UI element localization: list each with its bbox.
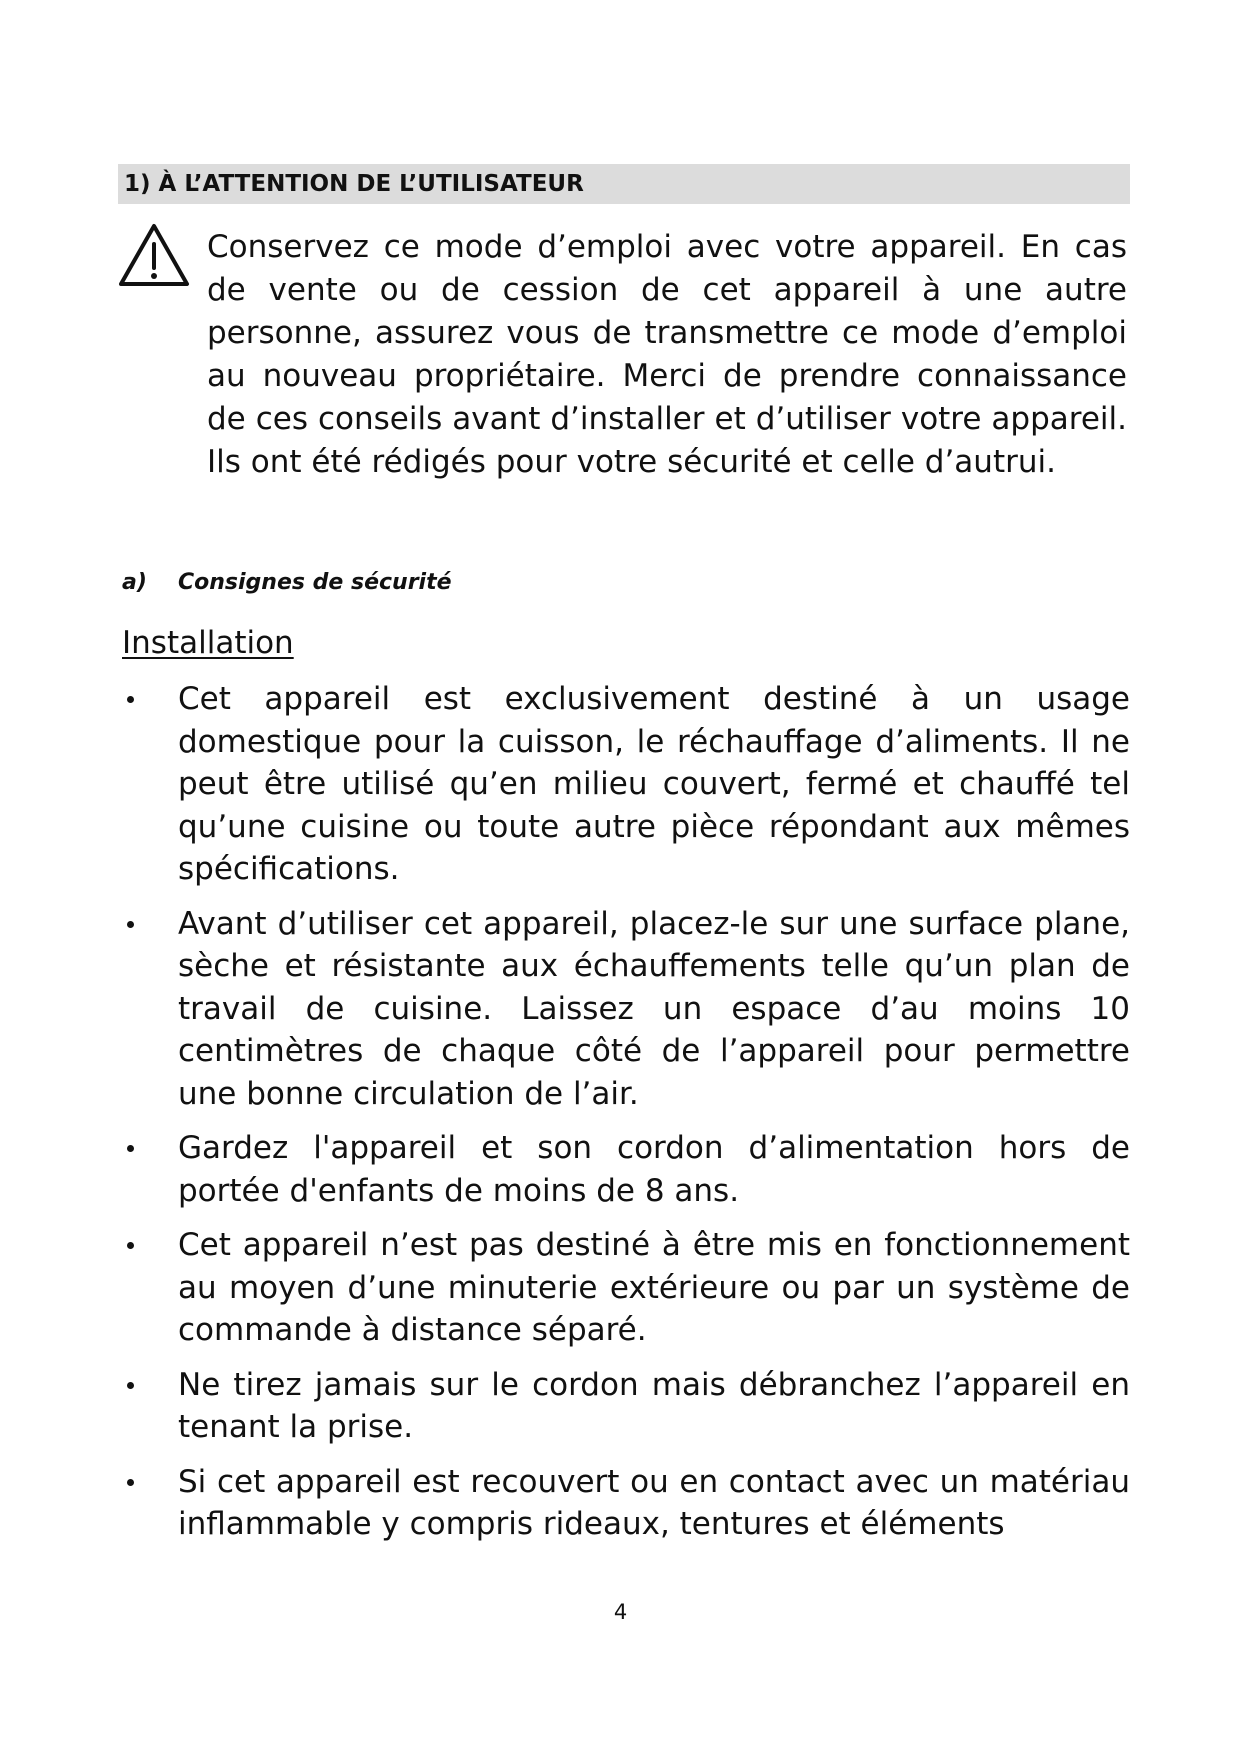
bullet-dot-icon: [127, 1479, 134, 1486]
section-header: 1) À L’ATTENTION DE L’UTILISATEUR: [118, 164, 1130, 204]
bullet-item: [118, 1224, 1130, 1352]
warning-paragraph: Conservez ce mode d’emploi avec votre appareil. En cas de vente ou de cession de cet appareil à une autre personne, assurez vous de transmettre ce mode d’emploi au nouveau propriétaire. Merci de prendre connaissance de ces conseils avant d’installer et d’utiliser votre appareil. Ils ont été rédigés pour votre sécurité et celle d’autrui.: [207, 229, 1127, 480]
bullet-text: Avant d’utiliser cet appareil, placez-le sur une surface plane, sèche et résistante aux échauffements telle qu’un plan de travail de cuisine. Laissez un espace d’au moins 10 centimètres de chaque côté de l’appareil pour permettre une bonne circulation de l’air.: [178, 905, 1130, 1112]
bullet-dot-icon: [127, 696, 134, 703]
bullet-text: Cet appareil est exclusivement destiné à un usage domestique pour la cuisson, le réchauffage d’aliments. Il ne peut être utilisé qu’en milieu couvert, fermé et chauffé tel qu’une cuisine ou toute autre pièce répondant aux mêmes spécifications.: [178, 681, 1130, 887]
bullet-item: [118, 1127, 1130, 1212]
bullet-text: Si cet appareil est recouvert ou en contact avec un matériau inflammable y compris rideaux, tentures et éléments: [178, 1463, 1130, 1542]
subsection-title: Consignes de sécurité: [178, 570, 452, 595]
bullet-item: [118, 678, 1130, 891]
bullet-text: Cet appareil n’est pas destiné à être mis en fonctionnement au moyen d’une minuterie extérieure ou par un système de commande à distance séparé.: [178, 1227, 1130, 1348]
subsection-label: a): [122, 570, 147, 595]
safety-bullet-list: [118, 678, 1130, 1558]
bullet-item: [118, 1364, 1130, 1449]
bullet-dot-icon: [127, 1145, 134, 1152]
bullet-item: [118, 1461, 1130, 1546]
page-number: 4: [613, 1600, 628, 1624]
bullet-text: Gardez l'appareil et son cordon d’alimentation hors de portée d'enfants de moins de 8 ans.: [178, 1130, 1130, 1209]
subsection-heading: [122, 568, 452, 598]
warning-triangle-icon: [118, 222, 190, 288]
bullet-dot-icon: [127, 921, 134, 928]
installation-heading: Installation: [122, 625, 294, 661]
bullet-dot-icon: [127, 1382, 134, 1389]
bullet-text: Ne tirez jamais sur le cordon mais débranchez l’appareil en tenant la prise.: [178, 1366, 1130, 1445]
bullet-item: [118, 903, 1130, 1116]
bullet-dot-icon: [127, 1242, 134, 1249]
